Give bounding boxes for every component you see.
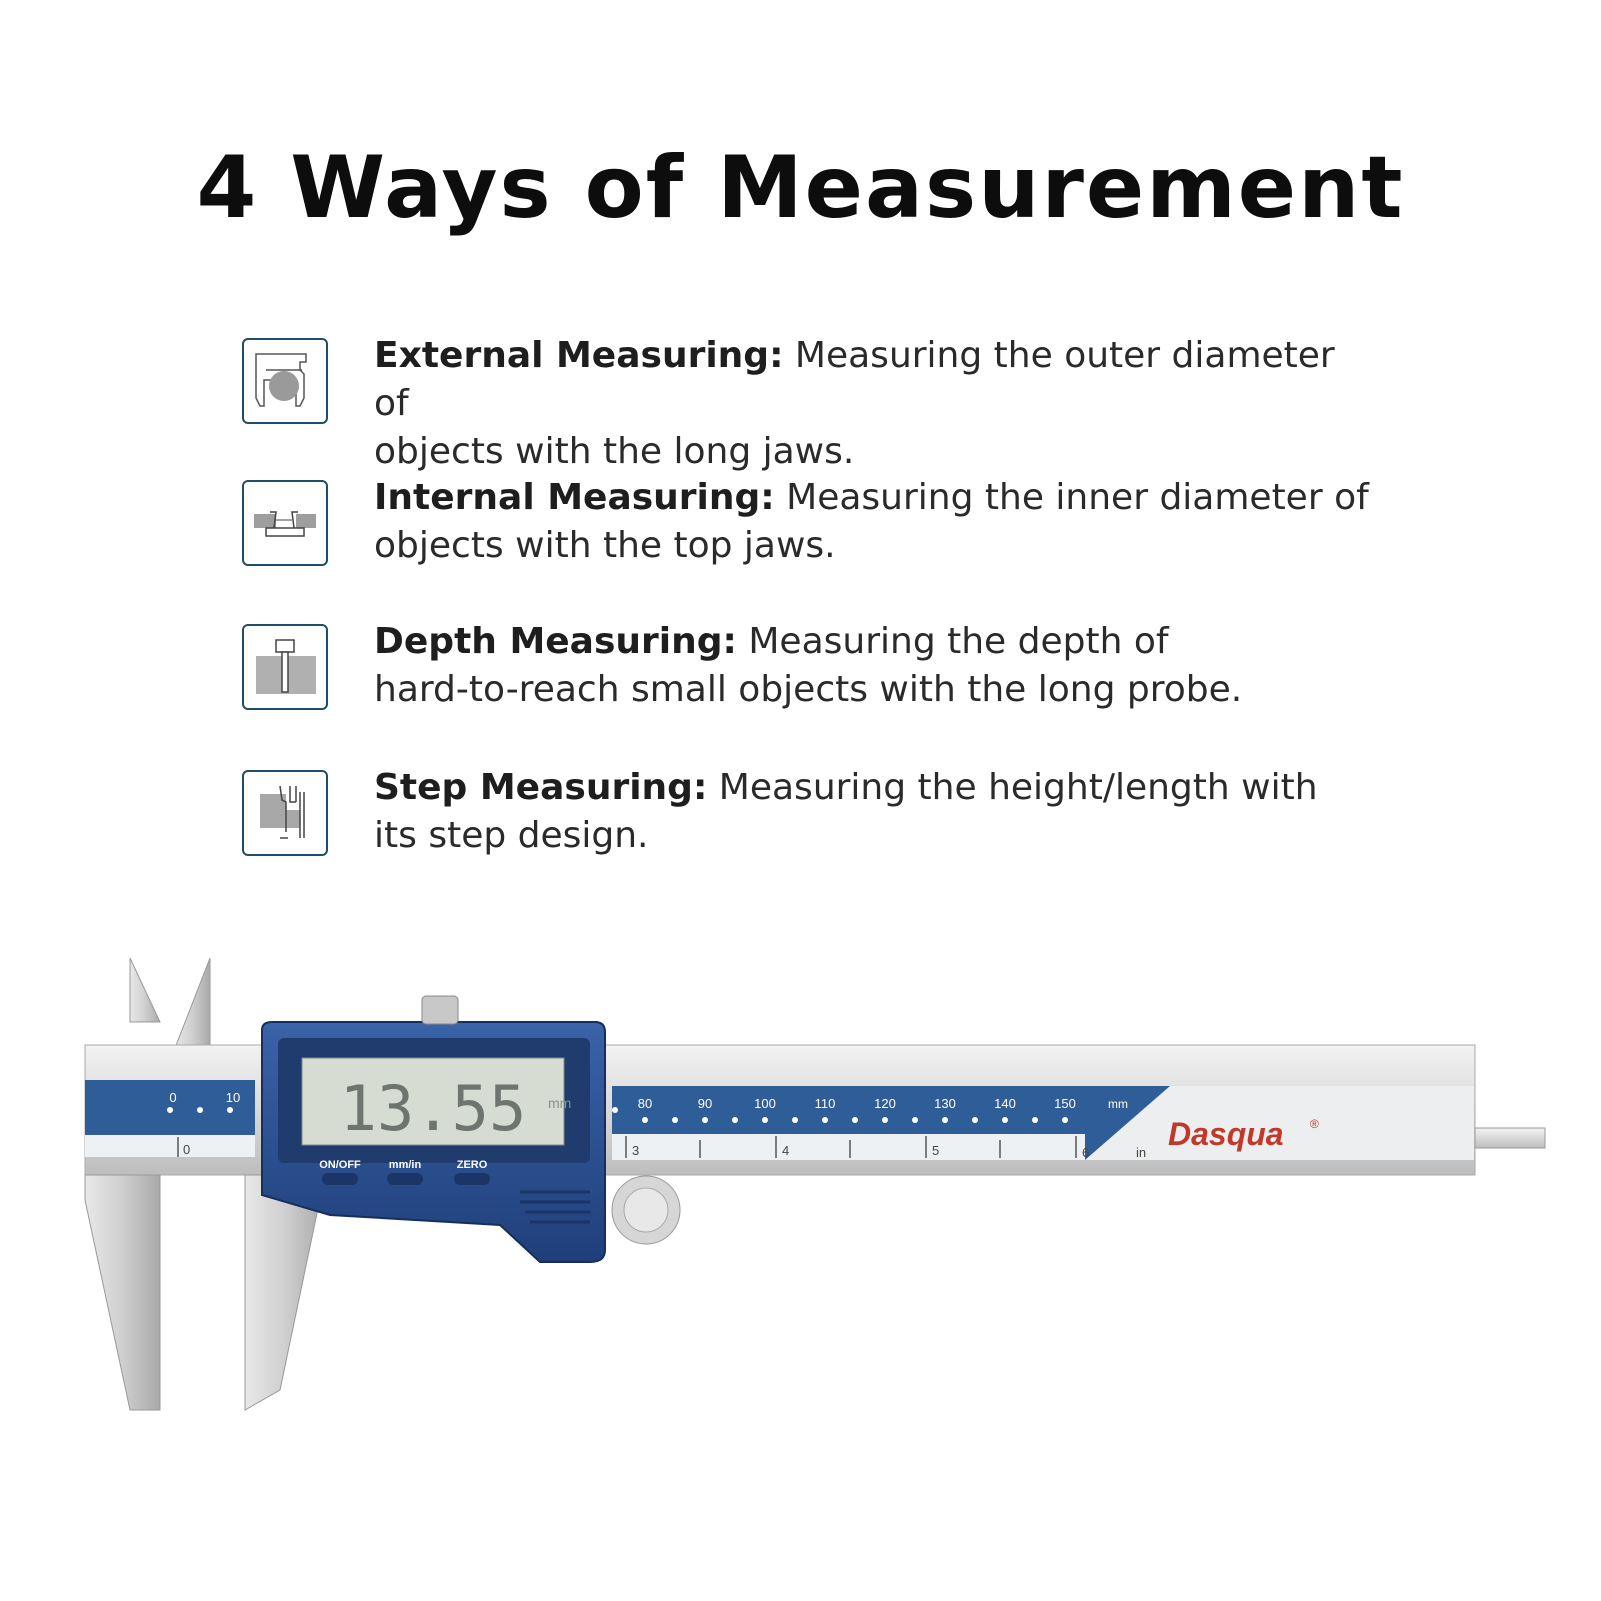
external-jaw-icon <box>242 338 328 424</box>
in-tick-label: 5 <box>932 1143 940 1158</box>
feature-line2: its step design. <box>374 815 649 856</box>
feature-heading: External Measuring: <box>374 335 784 376</box>
page-title: 4 Ways of Measurement <box>196 138 1405 238</box>
feature-heading: Depth Measuring: <box>374 621 737 662</box>
feature-line1: Measuring the depth of <box>736 621 1169 662</box>
in-tick-label: 0 <box>183 1142 191 1157</box>
onoff-button[interactable]: ON/OFF <box>319 1159 361 1171</box>
mm-tick-label: 150 <box>1054 1096 1076 1111</box>
mm-tick-label: 0 <box>169 1090 177 1105</box>
caliper-drawing <box>0 900 1601 1420</box>
feature-step <box>242 767 1372 860</box>
feature-line2: objects with the long jaws. <box>374 431 855 472</box>
mm-tick-label: 110 <box>814 1096 836 1111</box>
brand-logo: Dasqua <box>1168 1116 1284 1152</box>
step-icon <box>242 770 328 856</box>
mm-tick-label: 80 <box>637 1096 653 1111</box>
mm-tick-label: 100 <box>754 1096 776 1111</box>
feature-line1: Measuring the height/length with <box>707 767 1318 808</box>
zero-button[interactable]: ZERO <box>456 1159 488 1171</box>
feature-line1: Measuring the outer diameter of <box>374 335 1335 424</box>
mm-unit-label: mm <box>1108 1097 1128 1111</box>
in-tick-label: 6 <box>1082 1145 1090 1160</box>
unit-toggle-button[interactable]: mm/in <box>388 1159 422 1171</box>
digital-caliper <box>0 900 1601 1420</box>
lcd-unit: mm <box>548 1095 572 1111</box>
mm-tick-label: 120 <box>874 1096 896 1111</box>
feature-line1: Measuring the inner diameter of <box>774 477 1369 518</box>
feature-line2: hard-to-reach small objects with the long probe. <box>374 669 1243 710</box>
feature-external <box>242 335 1372 472</box>
in-tick-label: 4 <box>782 1143 790 1158</box>
feature-text <box>374 764 1374 860</box>
feature-line2: objects with the top jaws. <box>374 525 836 566</box>
mm-tick-label: 90 <box>697 1096 713 1111</box>
lcd-reading: 13.55 <box>339 1072 527 1145</box>
feature-text <box>374 618 1374 714</box>
mm-tick-label: 130 <box>934 1096 956 1111</box>
feature-depth <box>242 621 1372 714</box>
feature-heading: Internal Measuring: <box>374 477 775 518</box>
feature-heading: Step Measuring: <box>374 767 708 808</box>
registered-mark: ® <box>1310 1117 1319 1131</box>
feature-text <box>374 474 1374 570</box>
feature-text <box>374 332 1374 476</box>
feature-internal <box>242 477 1372 570</box>
internal-jaw-icon <box>242 480 328 566</box>
mm-tick-label: 10 <box>225 1090 241 1105</box>
in-tick-label: 3 <box>632 1143 640 1158</box>
depth-probe-icon <box>242 624 328 710</box>
mm-tick-label: 140 <box>994 1096 1016 1111</box>
in-unit-label: in <box>1136 1145 1147 1160</box>
